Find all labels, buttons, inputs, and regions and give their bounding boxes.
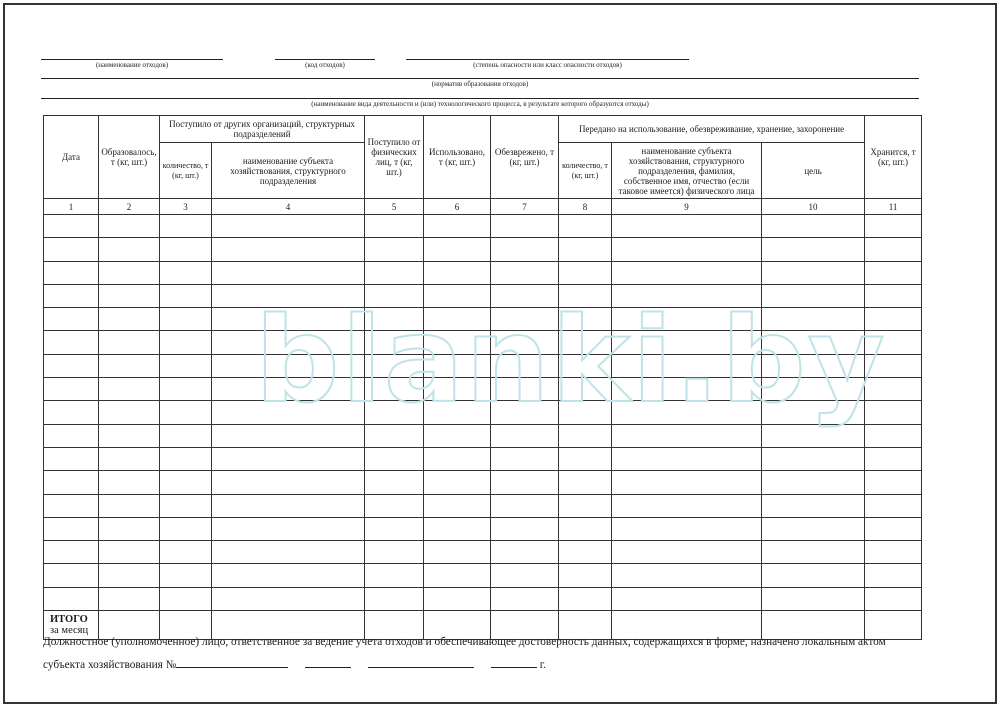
- ledger-cell[interactable]: [212, 447, 365, 470]
- ledger-cell[interactable]: [160, 354, 212, 377]
- ledger-cell[interactable]: [762, 261, 865, 284]
- activity-caption: (наименование вида деятельности и (или) технологического процесса, в результате которого образуются отходы): [311, 100, 649, 108]
- col-date-header: Дата: [44, 116, 99, 199]
- ledger-cell[interactable]: [865, 564, 922, 587]
- col-received-individuals-header: Поступило от физических лиц, т (кг, шт.): [365, 116, 424, 199]
- ledger-cell[interactable]: [424, 331, 491, 354]
- ledger-cell[interactable]: [212, 354, 365, 377]
- ledger-cell[interactable]: [491, 587, 559, 610]
- ledger-cell[interactable]: [99, 564, 160, 587]
- footer-order-line: [43, 657, 546, 671]
- col-purpose-header: цель: [762, 143, 865, 199]
- table-row: [44, 424, 922, 447]
- ledger-cell[interactable]: [491, 308, 559, 331]
- ledger-cell[interactable]: [559, 238, 612, 261]
- ledger-cell[interactable]: [612, 471, 762, 494]
- ledger-cell[interactable]: [212, 494, 365, 517]
- ledger-cell[interactable]: [491, 284, 559, 307]
- ledger-cell[interactable]: [424, 261, 491, 284]
- ledger-cell[interactable]: [491, 471, 559, 494]
- ledger-cell[interactable]: [160, 471, 212, 494]
- ledger-cell[interactable]: [491, 424, 559, 447]
- year-suffix: г.: [539, 659, 546, 671]
- ledger-cell[interactable]: [559, 261, 612, 284]
- ledger-cell[interactable]: [212, 471, 365, 494]
- ledger-cell[interactable]: [612, 354, 762, 377]
- column-numbers-row: [44, 199, 922, 215]
- ledger-cell[interactable]: [365, 378, 424, 401]
- footer-order-prefix: субъекта хозяйствования №: [43, 659, 177, 671]
- table-row: [44, 447, 922, 470]
- waste-code-line[interactable]: [275, 59, 375, 60]
- ledger-cell[interactable]: [212, 238, 365, 261]
- ledger-cell[interactable]: [612, 587, 762, 610]
- ledger-cell[interactable]: [865, 424, 922, 447]
- ledger-cell[interactable]: [44, 564, 99, 587]
- watermark-logo: blanki.by: [255, 291, 887, 429]
- ledger-cell[interactable]: [865, 494, 922, 517]
- ledger-cell[interactable]: [612, 541, 762, 564]
- col-used-header: Использовано, т (кг, шт.): [424, 116, 491, 199]
- ledger-cell[interactable]: [762, 471, 865, 494]
- ledger-cell[interactable]: [865, 261, 922, 284]
- total-label-line1: ИТОГО: [50, 614, 88, 626]
- ledger-cell[interactable]: [212, 541, 365, 564]
- col-transferred-name-header: наименование субъекта хозяйствования, структурного подразделения, фамилия, собственное имя, отчество (если таковое имеется) физического лица: [612, 143, 762, 199]
- ledger-cell[interactable]: [559, 494, 612, 517]
- ledger-cell[interactable]: [865, 587, 922, 610]
- table-row: [44, 564, 922, 587]
- ledger-cell[interactable]: [612, 494, 762, 517]
- order-day-field[interactable]: [305, 657, 351, 668]
- ledger-cell[interactable]: [160, 494, 212, 517]
- ledger-cell[interactable]: [762, 378, 865, 401]
- ledger-cell[interactable]: [559, 378, 612, 401]
- ledger-cell[interactable]: [491, 215, 559, 238]
- ledger-cell[interactable]: [365, 401, 424, 424]
- col-formed-header: Образовалось, т (кг, шт.): [99, 116, 160, 199]
- ledger-cell[interactable]: [44, 261, 99, 284]
- ledger-cell[interactable]: [865, 308, 922, 331]
- ledger-cell[interactable]: [365, 471, 424, 494]
- ledger-cell[interactable]: [865, 541, 922, 564]
- col-transferred-qty-header: количество, т (кг, шт.): [559, 143, 612, 199]
- order-number-field[interactable]: [176, 657, 288, 668]
- ledger-body: [44, 215, 922, 611]
- ledger-cell[interactable]: [212, 261, 365, 284]
- ledger-cell[interactable]: [559, 587, 612, 610]
- ledger-cell[interactable]: [762, 238, 865, 261]
- ledger-cell[interactable]: [44, 424, 99, 447]
- ledger-cell[interactable]: [612, 238, 762, 261]
- ledger-cell[interactable]: [762, 308, 865, 331]
- ledger-cell[interactable]: [99, 331, 160, 354]
- ledger-cell[interactable]: [44, 587, 99, 610]
- ledger-cell[interactable]: [424, 215, 491, 238]
- ledger-cell[interactable]: [160, 587, 212, 610]
- waste-ledger-table: [43, 115, 922, 640]
- ledger-cell[interactable]: [865, 517, 922, 540]
- ledger-cell[interactable]: [212, 284, 365, 307]
- ledger-cell[interactable]: [212, 308, 365, 331]
- table-row: [44, 308, 922, 331]
- ledger-cell[interactable]: [365, 541, 424, 564]
- table-row: [44, 284, 922, 307]
- column-number: 9: [612, 199, 762, 215]
- table-row: [44, 378, 922, 401]
- ledger-cell[interactable]: [424, 401, 491, 424]
- ledger-cell[interactable]: [44, 238, 99, 261]
- column-number: 8: [559, 199, 612, 215]
- ledger-cell[interactable]: [762, 215, 865, 238]
- ledger-cell[interactable]: [612, 308, 762, 331]
- table-row: [44, 331, 922, 354]
- ledger-cell[interactable]: [424, 494, 491, 517]
- waste-name-caption: (наименование отходов): [95, 61, 169, 69]
- ledger-cell[interactable]: [44, 471, 99, 494]
- ledger-cell[interactable]: [99, 424, 160, 447]
- column-number: 10: [762, 199, 865, 215]
- ledger-cell[interactable]: [424, 378, 491, 401]
- ledger-cell[interactable]: [491, 541, 559, 564]
- ledger-cell[interactable]: [865, 471, 922, 494]
- ledger-cell[interactable]: [762, 284, 865, 307]
- order-year-field[interactable]: [491, 657, 537, 668]
- hazard-class-caption: (степень опасности или класс опасности отходов): [473, 61, 622, 69]
- hazard-class-line[interactable]: [406, 59, 689, 60]
- ledger-cell[interactable]: [44, 284, 99, 307]
- ledger-cell[interactable]: [365, 308, 424, 331]
- ledger-cell[interactable]: [612, 424, 762, 447]
- col-neutralized-header: Обезврежено, т (кг, шт.): [491, 116, 559, 199]
- ledger-cell[interactable]: [44, 541, 99, 564]
- ledger-cell[interactable]: [559, 215, 612, 238]
- ledger-cell[interactable]: [491, 564, 559, 587]
- column-number: 6: [424, 199, 491, 215]
- column-number: 3: [160, 199, 212, 215]
- ledger-cell[interactable]: [424, 564, 491, 587]
- ledger-cell[interactable]: [44, 517, 99, 540]
- ledger-cell[interactable]: [99, 541, 160, 564]
- ledger-cell[interactable]: [865, 238, 922, 261]
- ledger-cell[interactable]: [612, 215, 762, 238]
- ledger-cell[interactable]: [491, 261, 559, 284]
- ledger-cell[interactable]: [865, 401, 922, 424]
- group-transferred-header: Передано на использование, обезвреживание, хранение, захоронение: [559, 116, 865, 143]
- ledger-cell[interactable]: [99, 471, 160, 494]
- ledger-cell[interactable]: [424, 517, 491, 540]
- ledger-cell[interactable]: [160, 517, 212, 540]
- ledger-cell[interactable]: [212, 401, 365, 424]
- table-row: [44, 517, 922, 540]
- ledger-cell[interactable]: [865, 284, 922, 307]
- ledger-cell[interactable]: [160, 215, 212, 238]
- column-number: 5: [365, 199, 424, 215]
- ledger-cell[interactable]: [44, 215, 99, 238]
- ledger-cell[interactable]: [160, 564, 212, 587]
- ledger-cell[interactable]: [559, 401, 612, 424]
- ledger-cell[interactable]: [44, 447, 99, 470]
- ledger-cell[interactable]: [491, 517, 559, 540]
- ledger-cell[interactable]: [160, 378, 212, 401]
- ledger-cell[interactable]: [559, 564, 612, 587]
- table-row: [44, 261, 922, 284]
- ledger-cell[interactable]: [559, 541, 612, 564]
- ledger-cell[interactable]: [365, 517, 424, 540]
- ledger-cell[interactable]: [365, 424, 424, 447]
- table-row: [44, 215, 922, 238]
- group-received-orgs-header: Поступило от других организаций, структурных подразделений: [160, 116, 365, 143]
- ledger-cell[interactable]: [44, 378, 99, 401]
- ledger-cell[interactable]: [424, 424, 491, 447]
- ledger-cell[interactable]: [212, 587, 365, 610]
- ledger-cell[interactable]: [612, 401, 762, 424]
- ledger-cell[interactable]: [559, 424, 612, 447]
- ledger-cell[interactable]: [559, 354, 612, 377]
- ledger-cell[interactable]: [99, 447, 160, 470]
- ledger-cell[interactable]: [160, 238, 212, 261]
- ledger-cell[interactable]: [99, 308, 160, 331]
- ledger-cell[interactable]: [762, 424, 865, 447]
- ledger-cell[interactable]: [559, 308, 612, 331]
- ledger-cell[interactable]: [44, 494, 99, 517]
- form-page: [3, 3, 997, 704]
- norm-line[interactable]: [41, 78, 919, 79]
- table-row: [44, 401, 922, 424]
- col-received-qty-header: количество, т (кг, шт.): [160, 143, 212, 199]
- waste-name-line[interactable]: [41, 59, 223, 60]
- ledger-cell[interactable]: [99, 215, 160, 238]
- ledger-cell[interactable]: [865, 331, 922, 354]
- ledger-cell[interactable]: [212, 215, 365, 238]
- ledger-cell[interactable]: [559, 517, 612, 540]
- ledger-cell[interactable]: [365, 284, 424, 307]
- waste-code-caption: (код отходов): [305, 61, 345, 69]
- ledger-cell[interactable]: [365, 494, 424, 517]
- col-stored-header: Хранится, т (кг, шт.): [865, 116, 922, 199]
- ledger-cell[interactable]: [99, 238, 160, 261]
- ledger-cell[interactable]: [424, 238, 491, 261]
- ledger-cell[interactable]: [365, 354, 424, 377]
- ledger-cell[interactable]: [865, 354, 922, 377]
- ledger-cell[interactable]: [762, 564, 865, 587]
- table-row: [44, 354, 922, 377]
- column-number: 4: [212, 199, 365, 215]
- ledger-cell[interactable]: [491, 331, 559, 354]
- ledger-cell[interactable]: [212, 517, 365, 540]
- ledger-cell[interactable]: [612, 261, 762, 284]
- ledger-cell[interactable]: [865, 378, 922, 401]
- ledger-cell[interactable]: [762, 354, 865, 377]
- ledger-cell[interactable]: [99, 587, 160, 610]
- ledger-cell[interactable]: [612, 378, 762, 401]
- ledger-cell[interactable]: [559, 331, 612, 354]
- ledger-cell[interactable]: [762, 587, 865, 610]
- ledger-cell[interactable]: [612, 331, 762, 354]
- ledger-cell[interactable]: [160, 424, 212, 447]
- ledger-cell[interactable]: [44, 308, 99, 331]
- ledger-cell[interactable]: [365, 238, 424, 261]
- ledger-cell[interactable]: [491, 401, 559, 424]
- table-row: [44, 471, 922, 494]
- ledger-cell[interactable]: [762, 494, 865, 517]
- ledger-cell[interactable]: [160, 308, 212, 331]
- column-number: 1: [44, 199, 99, 215]
- ledger-cell[interactable]: [559, 284, 612, 307]
- column-number: 7: [491, 199, 559, 215]
- total-label-line2: за месяц: [50, 625, 89, 637]
- ledger-cell[interactable]: [762, 517, 865, 540]
- ledger-cell[interactable]: [424, 541, 491, 564]
- ledger-cell[interactable]: [99, 261, 160, 284]
- ledger-cell[interactable]: [212, 331, 365, 354]
- table-row: [44, 238, 922, 261]
- ledger-cell[interactable]: [212, 424, 365, 447]
- ledger-cell[interactable]: [612, 564, 762, 587]
- ledger-cell[interactable]: [491, 378, 559, 401]
- column-number: 2: [99, 199, 160, 215]
- norm-caption: (норматив образования отходов): [431, 80, 529, 88]
- ledger-cell[interactable]: [365, 564, 424, 587]
- ledger-cell[interactable]: [865, 215, 922, 238]
- ledger-cell[interactable]: [762, 331, 865, 354]
- ledger-cell[interactable]: [365, 447, 424, 470]
- ledger-cell[interactable]: [99, 378, 160, 401]
- ledger-cell[interactable]: [491, 494, 559, 517]
- ledger-cell[interactable]: [212, 564, 365, 587]
- ledger-cell[interactable]: [365, 261, 424, 284]
- ledger-cell[interactable]: [424, 447, 491, 470]
- table-row: [44, 541, 922, 564]
- ledger-cell[interactable]: [559, 447, 612, 470]
- ledger-cell[interactable]: [612, 284, 762, 307]
- ledger-cell[interactable]: [44, 331, 99, 354]
- ledger-cell[interactable]: [99, 354, 160, 377]
- ledger-cell[interactable]: [44, 354, 99, 377]
- ledger-cell[interactable]: [99, 401, 160, 424]
- ledger-cell[interactable]: [365, 215, 424, 238]
- order-month-field[interactable]: [368, 657, 474, 668]
- ledger-cell[interactable]: [160, 284, 212, 307]
- ledger-cell[interactable]: [762, 541, 865, 564]
- activity-line[interactable]: [41, 98, 919, 99]
- ledger-cell[interactable]: [559, 471, 612, 494]
- ledger-cell[interactable]: [762, 401, 865, 424]
- ledger-cell[interactable]: [365, 587, 424, 610]
- ledger-cell[interactable]: [160, 541, 212, 564]
- ledger-cell[interactable]: [424, 354, 491, 377]
- table-row: [44, 587, 922, 610]
- ledger-cell[interactable]: [160, 261, 212, 284]
- ledger-cell[interactable]: [491, 447, 559, 470]
- ledger-cell[interactable]: [491, 238, 559, 261]
- ledger-cell[interactable]: [365, 331, 424, 354]
- ledger-cell[interactable]: [612, 517, 762, 540]
- ledger-cell[interactable]: [44, 401, 99, 424]
- ledger-cell[interactable]: [491, 354, 559, 377]
- footer-statement: Должностное (уполномоченное) лицо, ответственное за ведение учета отходов и обеспечивающее достоверность данных, содержащихся в форме, назначено локальным актом: [43, 636, 886, 648]
- column-number: 11: [865, 199, 922, 215]
- ledger-cell[interactable]: [762, 447, 865, 470]
- ledger-cell[interactable]: [612, 447, 762, 470]
- col-received-name-header: наименование субъекта хозяйствования, структурного подразделения: [212, 143, 365, 199]
- ledger-cell[interactable]: [160, 447, 212, 470]
- ledger-cell[interactable]: [99, 284, 160, 307]
- ledger-cell[interactable]: [424, 471, 491, 494]
- ledger-cell[interactable]: [865, 447, 922, 470]
- ledger-cell[interactable]: [424, 587, 491, 610]
- table-row: [44, 494, 922, 517]
- ledger-cell[interactable]: [424, 284, 491, 307]
- ledger-cell[interactable]: [160, 331, 212, 354]
- ledger-cell[interactable]: [424, 308, 491, 331]
- ledger-cell[interactable]: [160, 401, 212, 424]
- ledger-cell[interactable]: [99, 517, 160, 540]
- ledger-cell[interactable]: [212, 378, 365, 401]
- ledger-cell[interactable]: [99, 494, 160, 517]
